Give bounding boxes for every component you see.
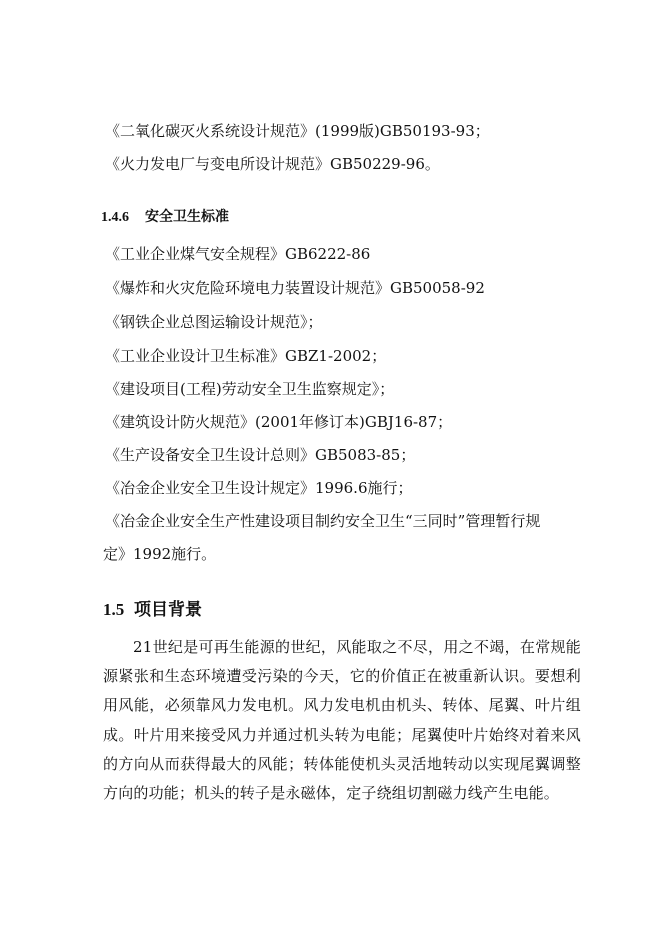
paragraph-text: 21世纪是可再生能源的世纪，风能取之不尽，用之不竭，在常规能源紧张和生态环境遭受污染的今天，它的价值正在被重新认识。要想利用风能，必须靠风力发电机。风力发电机由机头、转体、尾翼、叶片组成。叶片用来接受风力并通过机头转为电能；尾翼使叶片始终对着来风的方向从而获得最大的风能；转体能使机头灵活地转动以实现尾翼调整方向的功能；机头的转子是永磁体，定子绕组切割磁力线产生电能。 — [103, 638, 581, 803]
reference-line: 《冶金企业安全卫生设计规定》1996.6施行； — [105, 479, 413, 497]
reference-line: 《钢铁企业总图运输设计规范》； — [105, 313, 323, 331]
subsection-number: 1.4.6 — [101, 210, 129, 225]
reference-line: 《生产设备安全卫生设计总则》GB5083-85； — [105, 446, 416, 464]
reference-line: 《火力发电厂与变电所设计规范》GB50229-96。 — [105, 155, 440, 173]
section-number: 1.5 — [103, 600, 125, 619]
reference-line: 《冶金企业安全生产性建设项目制约安全卫生“三同时”管理暂行规 — [105, 512, 541, 530]
reference-line: 《工业企业设计卫生标准》GBZ1-2002； — [105, 347, 387, 365]
reference-line: 《建设项目(工程)劳动安全卫生监察规定》； — [105, 380, 395, 398]
body-paragraph — [103, 633, 581, 808]
subsection-title: 安全卫生标准 — [145, 209, 229, 225]
reference-line: 《工业企业煤气安全规程》GB6222-86 — [105, 245, 371, 263]
reference-line: 《爆炸和火灾危险环境电力装置设计规范》GB50058-92 — [105, 279, 485, 297]
reference-line: 《建筑设计防火规范》(2001年修订本)GBJ16-87； — [105, 413, 453, 431]
section-title: 项目背景 — [134, 600, 202, 620]
reference-line: 定》1992施行。 — [103, 545, 217, 563]
subsection-heading — [101, 206, 229, 226]
reference-line: 《二氧化碳灭火系统设计规范》(1999版)GB50193-93； — [105, 122, 490, 140]
section-heading — [103, 595, 202, 620]
